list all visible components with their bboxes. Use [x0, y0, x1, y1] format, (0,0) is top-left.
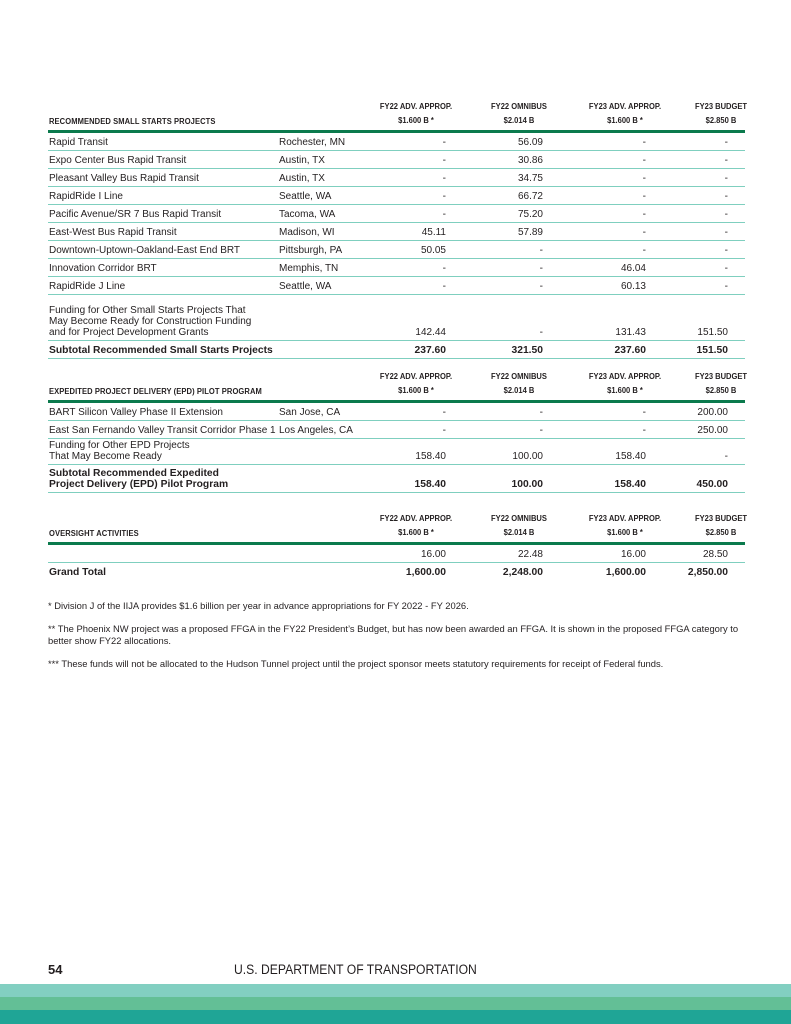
cell-value: - — [724, 245, 728, 256]
cell-value: - — [539, 425, 543, 436]
small-starts-table — [48, 96, 748, 359]
cell-value: - — [642, 227, 646, 238]
oversight-table — [48, 508, 748, 580]
cell-value: 57.89 — [517, 227, 543, 238]
cell-value: - — [642, 425, 646, 436]
col-header: FY23 BUDGET $2.850 B — [694, 101, 748, 125]
footer-band-light — [0, 984, 791, 997]
footnote: ** The Phoenix NW project was a proposed FFGA in the FY22 President’s Budget, but has now been awarded an FFGA. It is shown in the proposed FFGA category to better show FY22 allocations. — [48, 623, 739, 646]
cell-value: - — [442, 137, 446, 148]
col-header: FY22 ADV. APPROP. $1.600 B * — [379, 513, 453, 537]
project-location: Memphis, TN — [279, 263, 339, 274]
table-header — [48, 366, 748, 400]
footnote: *** These funds will not be allocated to the Hudson Tunnel project until the project sponsor meets statutory requirements for receipt of Federal funds. — [48, 658, 664, 669]
cell-value: - — [724, 137, 728, 148]
section-title: OVERSIGHT ACTIVITIES — [49, 528, 139, 538]
cell-value: - — [642, 191, 646, 202]
project-name: Rapid Transit — [49, 137, 108, 148]
table-row — [48, 277, 745, 295]
page-number: 54 — [48, 962, 63, 977]
subtotal-row: Subtotal Recommended Expedited Project Delivery (EPD) Pilot Program 158.40 100.00 158.40 450.00 — [48, 465, 745, 493]
cell-value: 56.09 — [517, 137, 543, 148]
project-location: Rochester, MN — [279, 137, 346, 148]
oversight-row: 16.00 22.48 16.00 28.50 — [48, 545, 745, 563]
cell-value: - — [442, 425, 446, 436]
project-name: BART Silicon Valley Phase II Extension — [49, 407, 223, 418]
project-name: RapidRide I Line — [49, 191, 123, 202]
project-name: East-West Bus Rapid Transit — [49, 227, 177, 238]
project-location: Los Angeles, CA — [279, 425, 353, 436]
col-header: FY23 BUDGET $2.850 B — [694, 513, 748, 537]
cell-value: 75.20 — [517, 209, 543, 220]
project-name: Pacific Avenue/SR 7 Bus Rapid Transit — [49, 209, 222, 220]
project-location: Pittsburgh, PA — [279, 245, 343, 256]
cell-value: - — [442, 155, 446, 166]
department-name: U.S. DEPARTMENT OF TRANSPORTATION — [234, 962, 477, 977]
cell-value: - — [724, 227, 728, 238]
table-row — [48, 133, 745, 151]
project-location: Seattle, WA — [279, 281, 332, 292]
col-header: FY23 BUDGET $2.850 B — [694, 371, 748, 395]
cell-value: - — [724, 263, 728, 274]
cell-value: 66.72 — [517, 191, 543, 202]
table-row — [48, 151, 745, 169]
cell-value: - — [442, 191, 446, 202]
project-name: Expo Center Bus Rapid Transit — [49, 155, 187, 166]
footer-band-mid — [0, 997, 791, 1010]
cell-value: 250.00 — [697, 425, 728, 436]
project-location: San Jose, CA — [279, 407, 341, 418]
cell-value: - — [539, 263, 543, 274]
cell-value: - — [724, 191, 728, 202]
footnotes — [48, 600, 748, 681]
table-row — [48, 187, 745, 205]
cell-value: - — [724, 281, 728, 292]
cell-value: - — [642, 155, 646, 166]
project-name: Pleasant Valley Bus Rapid Transit — [49, 173, 199, 184]
project-name: Downtown-Uptown-Oakland-East End BRT — [49, 245, 241, 256]
table-row-other: Funding for Other Small Starts Projects That May Become Ready for Construction Funding and for Project Development Grants 142.44 - 131.43 151.50 — [48, 295, 745, 341]
col-header: FY22 ADV. APPROP. $1.600 B * — [379, 371, 453, 395]
cell-value: - — [724, 155, 728, 166]
footnote: * Division J of the IIJA provides $1.6 billion per year in advance appropriations for FY 2022 - FY 2026. — [48, 600, 469, 611]
section-title: RECOMMENDED SMALL STARTS PROJECTS — [49, 116, 216, 126]
table-row — [48, 259, 745, 277]
table-row — [48, 205, 745, 223]
cell-value: - — [442, 407, 446, 418]
project-name: RapidRide J Line — [49, 281, 126, 292]
cell-value: 34.75 — [517, 173, 543, 184]
section-title: EXPEDITED PROJECT DELIVERY (EPD) PILOT PROGRAM — [49, 386, 262, 396]
table-row — [48, 403, 745, 421]
cell-value: - — [642, 245, 646, 256]
footer-band-dark — [0, 1010, 791, 1024]
table-row-other: Funding for Other EPD Projects That May Become Ready 158.40 100.00 158.40 - — [48, 439, 745, 465]
cell-value: - — [442, 173, 446, 184]
cell-value: 200.00 — [697, 407, 728, 418]
cell-value: 45.11 — [421, 227, 446, 238]
project-name: Innovation Corridor BRT — [49, 263, 157, 274]
cell-value: - — [642, 173, 646, 184]
table-header — [48, 96, 748, 130]
cell-value: - — [539, 281, 543, 292]
table-row — [48, 421, 745, 439]
cell-value: - — [642, 407, 646, 418]
cell-value: 30.86 — [517, 155, 543, 166]
project-name: East San Fernando Valley Transit Corridor Phase 1 — [49, 425, 276, 436]
cell-value: - — [642, 137, 646, 148]
col-header: FY23 ADV. APPROP. $1.600 B * — [588, 101, 662, 125]
cell-value: 50.05 — [420, 245, 446, 256]
cell-value: - — [442, 263, 446, 274]
cell-value: - — [539, 407, 543, 418]
project-location: Madison, WI — [279, 227, 335, 238]
epd-table — [48, 366, 748, 493]
col-header: FY22 ADV. APPROP. $1.600 B * — [379, 101, 453, 125]
col-header: FY22 OMNIBUS $2.014 B — [491, 513, 547, 537]
cell-value: - — [724, 209, 728, 220]
table-header — [48, 508, 748, 542]
table-row — [48, 241, 745, 259]
cell-value: 60.13 — [620, 281, 646, 292]
project-location: Tacoma, WA — [279, 209, 336, 220]
col-header: FY22 OMNIBUS $2.014 B — [491, 101, 547, 125]
subtotal-row: Subtotal Recommended Small Starts Projects 237.60 321.50 237.60 151.50 — [48, 341, 745, 359]
project-location: Seattle, WA — [279, 191, 332, 202]
table-row — [48, 169, 745, 187]
cell-value: 46.04 — [620, 263, 646, 274]
col-header: FY23 ADV. APPROP. $1.600 B * — [588, 371, 662, 395]
grand-total-row: Grand Total 1,600.00 2,248.00 1,600.00 2,850.00 — [49, 567, 728, 578]
col-header: FY22 OMNIBUS $2.014 B — [491, 371, 547, 395]
cell-value: - — [539, 245, 543, 256]
project-location: Austin, TX — [279, 155, 325, 166]
cell-value: - — [724, 173, 728, 184]
table-row — [48, 223, 745, 241]
cell-value: - — [442, 281, 446, 292]
project-location: Austin, TX — [279, 173, 325, 184]
cell-value: - — [442, 209, 446, 220]
cell-value: - — [642, 209, 646, 220]
col-header: FY23 ADV. APPROP. $1.600 B * — [588, 513, 662, 537]
